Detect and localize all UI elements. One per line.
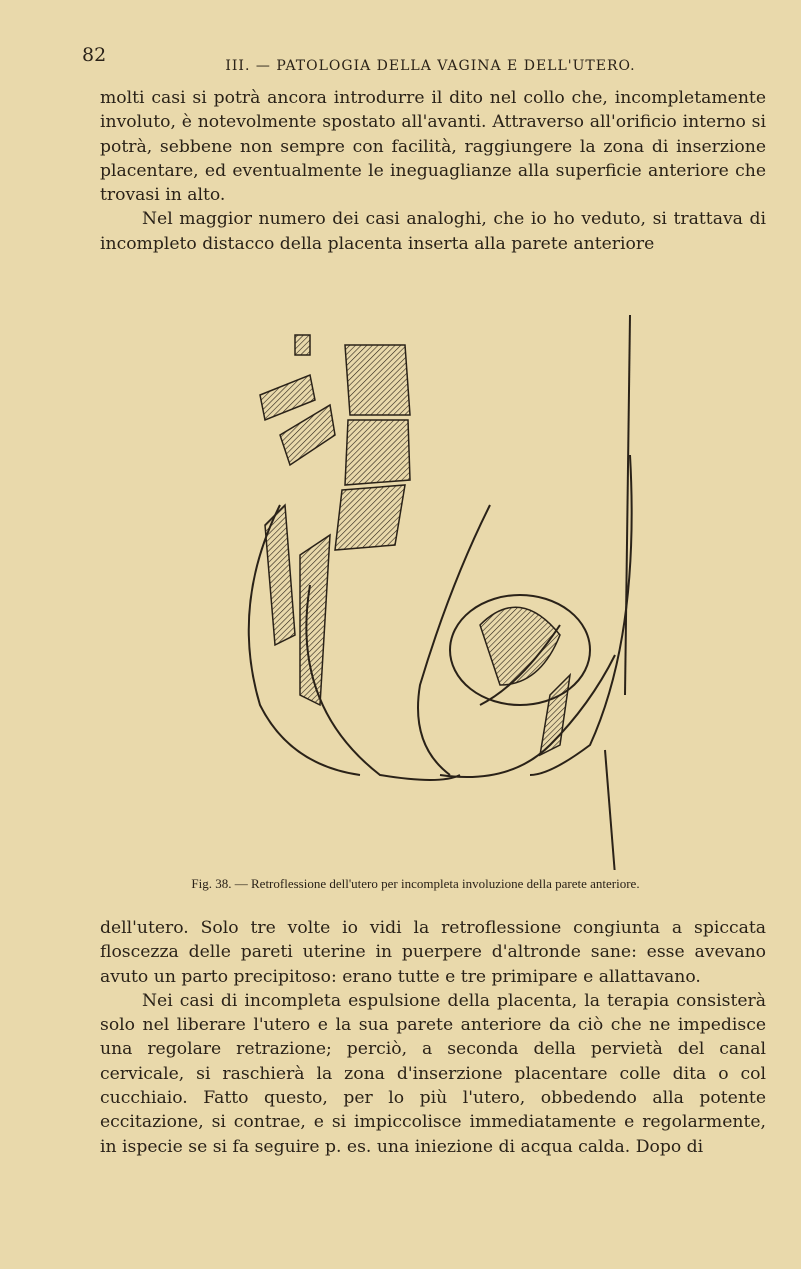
page-number: 82 — [82, 44, 107, 66]
paragraph: dell'utero. Solo tre volte io vidi la retroflessione congiunta a spiccata floscezza delle pareti uterine in puerpere d'altronde sane: esse avevano avuto un parto precipitoso: erano tutte e tre primipare e allattavano. — [100, 918, 766, 987]
running-header: III. — PATOLOGIA DELLA VAGINA E DELL'UTERO. — [225, 58, 636, 74]
figure-caption: Fig. 38. — Retroflessione dell'utero per incompleta involuzione della parete anteriore. — [191, 876, 640, 891]
paragraph: Nei casi di incompleta espulsione della placenta, la terapia consisterà solo nel liberare l'utero e la sua parete anteriore da ciò che ne impedisce una regolare retrazione; perciò, a seconda della pervietà del canal cervicale, si raschierà la zona d'inserzione placentare colle dita o col cucchiaio. Fatto questo, per lo più l'utero, obbedendo alla potente eccitazione, si contrae, e si impiccolisce immediatamente e regolarmente, in ispecie se si fa seguire p. es. una iniezione di acqua calda. Dopo di — [100, 990, 766, 1157]
paragraph: Nel maggior numero dei casi analoghi, che io ho veduto, si trattava di incompleto distacco della placenta inserta alla parete anteriore — [100, 209, 766, 254]
paragraph: molti casi si potrà ancora introdurre il dito nel collo che, incompletamente involuto, è notevolmente spostato all'avanti. Attraverso all'orificio interno si potrà, sebbene non sempre con facilità, raggiungere la zona di inserzione placentare, ed eventualmente le ineguaglianze alla superficie anteriore che trovasi in alto. — [100, 88, 766, 206]
figure-illustration — [220, 305, 670, 870]
text-block-top — [100, 86, 766, 256]
text-block-bottom — [100, 916, 766, 1159]
